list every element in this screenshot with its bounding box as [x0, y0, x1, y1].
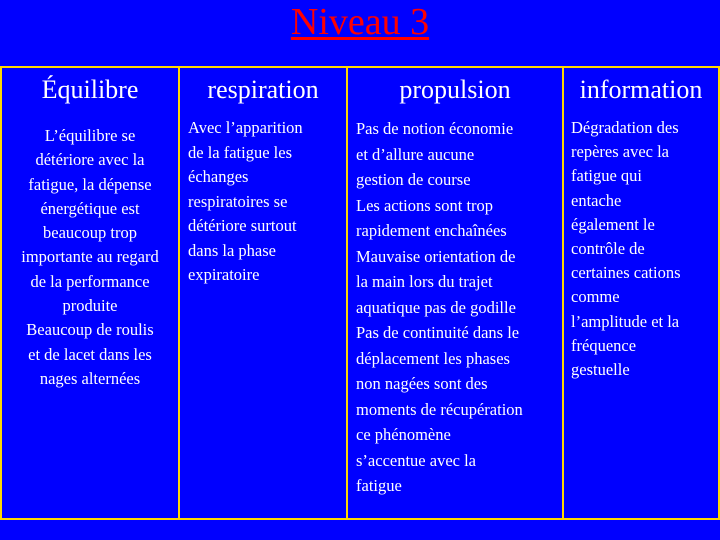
column-body — [188, 116, 342, 288]
text-line: s’accentue avec la — [356, 450, 476, 470]
text-line: fréquence — [571, 335, 637, 355]
text-line: comme — [571, 287, 620, 307]
column-header: respiration — [207, 75, 319, 104]
text-line: contrôle de — [571, 239, 645, 259]
text-line: respiratoires se — [188, 191, 288, 211]
text-line: ce phénomène — [356, 425, 451, 444]
column-propulsion — [348, 68, 562, 518]
slide-title: Niveau 3 — [290, 1, 430, 43]
column-header: Équilibre — [41, 75, 139, 104]
text-line: Pas de continuité dans le — [356, 323, 520, 342]
text-line: également le — [571, 214, 655, 234]
text-line: beaucoup trop — [43, 223, 137, 243]
text-line: repères avec la — [571, 142, 670, 162]
text-line: échanges — [188, 167, 249, 186]
text-line: expiratoire — [188, 265, 260, 284]
text-line: Beaucoup de roulis — [26, 320, 154, 340]
text-line: rapidement enchaînées — [356, 221, 507, 240]
text-line: aquatique pas de godille — [356, 297, 516, 317]
text-line: gestion de course — [356, 170, 471, 189]
text-line: fatigue, la dépense — [28, 174, 152, 194]
text-line: Les actions sont trop — [356, 195, 494, 215]
text-line: Dégradation des — [571, 118, 679, 137]
text-line: nages alternées — [39, 368, 141, 388]
text-line: détériore avec la — [35, 150, 145, 170]
text-line: non nagées sont des — [356, 374, 488, 393]
text-line: déplacement les phases — [356, 348, 510, 368]
text-line: Pas de notion économie — [356, 119, 514, 138]
text-line: et de lacet dans les — [28, 344, 152, 364]
text-line: détériore surtout — [188, 216, 297, 235]
text-line: Avec l’apparition — [188, 118, 303, 137]
column-body — [4, 124, 176, 391]
text-line: l’amplitude et la — [571, 311, 680, 331]
text-line: de la fatigue les — [188, 142, 292, 162]
text-line: certaines cations — [571, 263, 681, 283]
content-table — [0, 66, 720, 520]
column-equilibre — [2, 68, 178, 518]
column-body — [571, 116, 714, 382]
column-header: information — [579, 75, 703, 104]
column-information — [564, 68, 718, 518]
text-line: fatigue — [356, 476, 402, 495]
text-line: importante au regard — [21, 247, 159, 267]
text-line: de la performance — [30, 271, 150, 291]
text-line: L’équilibre se — [44, 126, 136, 145]
text-line: moments de récupération — [356, 399, 523, 419]
text-line: entache — [571, 190, 622, 210]
text-line: gestuelle — [571, 360, 630, 380]
column-body — [356, 116, 558, 499]
text-line: et d’allure aucune — [356, 144, 475, 164]
text-line: produite — [62, 296, 118, 316]
column-respiration — [180, 68, 346, 518]
text-line: fatigue qui — [571, 166, 643, 186]
text-line: la main lors du trajet — [356, 272, 493, 291]
column-header: propulsion — [399, 75, 511, 104]
text-line: dans la phase — [188, 240, 276, 260]
text-line: énergétique est — [40, 198, 140, 218]
text-line: Mauvaise orientation de — [356, 246, 516, 266]
